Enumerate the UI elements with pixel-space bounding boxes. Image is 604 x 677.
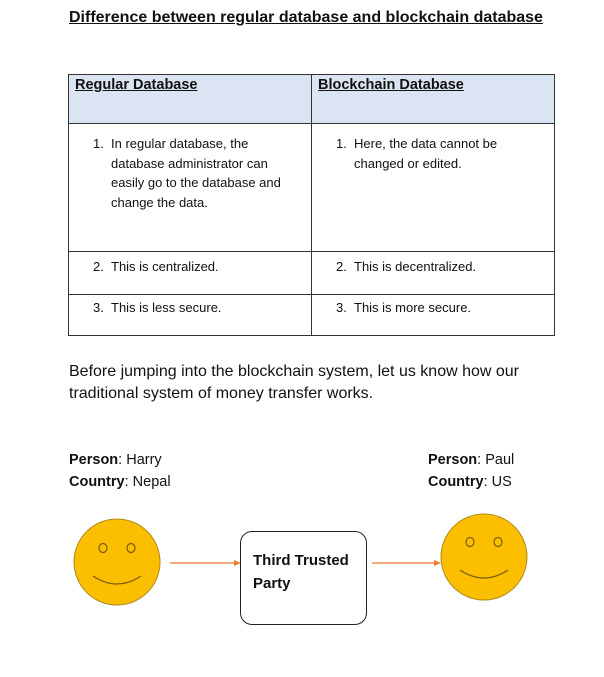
list-number: 2. [93,259,104,274]
receiver-info: Person: Paul Country: US [428,452,515,490]
country-label: Country [428,474,484,490]
intro-paragraph: Before jumping into the blockchain system, let us know how our traditional system of money transfer works. [69,363,520,402]
person-label: Person [69,452,119,468]
cell-text: Here, the data cannot be changed or edited. [354,136,498,171]
header-regular-database: Regular Database [69,75,312,124]
list-number: 3. [93,300,104,315]
receiver-smiley-icon [440,513,530,608]
table-cell [69,295,312,336]
third-trusted-party-box: Third Trusted Party [240,531,367,625]
cell-text: In regular database, the database administrator can easily go to the database and change the data. [111,136,281,210]
cell-text: This is decentralized. [354,259,477,274]
table-cell [312,124,555,252]
table-header-row [69,75,555,124]
arrow-right-icon [170,556,242,574]
receiver-name: Paul [485,452,515,468]
list-number: 3. [336,300,347,315]
table-cell [312,295,555,336]
header-blockchain-database: Blockchain Database [312,75,555,124]
comparison-table [68,74,555,336]
list-number: 2. [336,259,347,274]
sender-name: Harry [126,452,162,468]
sender-country: Nepal [132,474,171,490]
table-cell [69,252,312,295]
arrow-right-icon [372,556,442,574]
country-label: Country [69,474,125,490]
list-number: 1. [336,136,347,151]
document-title: Difference between regular database and blockchain database [69,9,543,26]
cell-text: This is less secure. [111,300,222,315]
table-row [69,295,555,336]
cell-text: This is more secure. [354,300,472,315]
person-label: Person [428,452,478,468]
sender-info: Person: Harry Country: Nepal [69,452,171,490]
sender-smiley-icon [73,518,163,613]
receiver-country: US [491,474,512,490]
list-number: 1. [93,136,104,151]
table-cell [312,252,555,295]
table-row [69,252,555,295]
table-cell [69,124,312,252]
cell-text: This is centralized. [111,259,219,274]
table-row [69,124,555,252]
